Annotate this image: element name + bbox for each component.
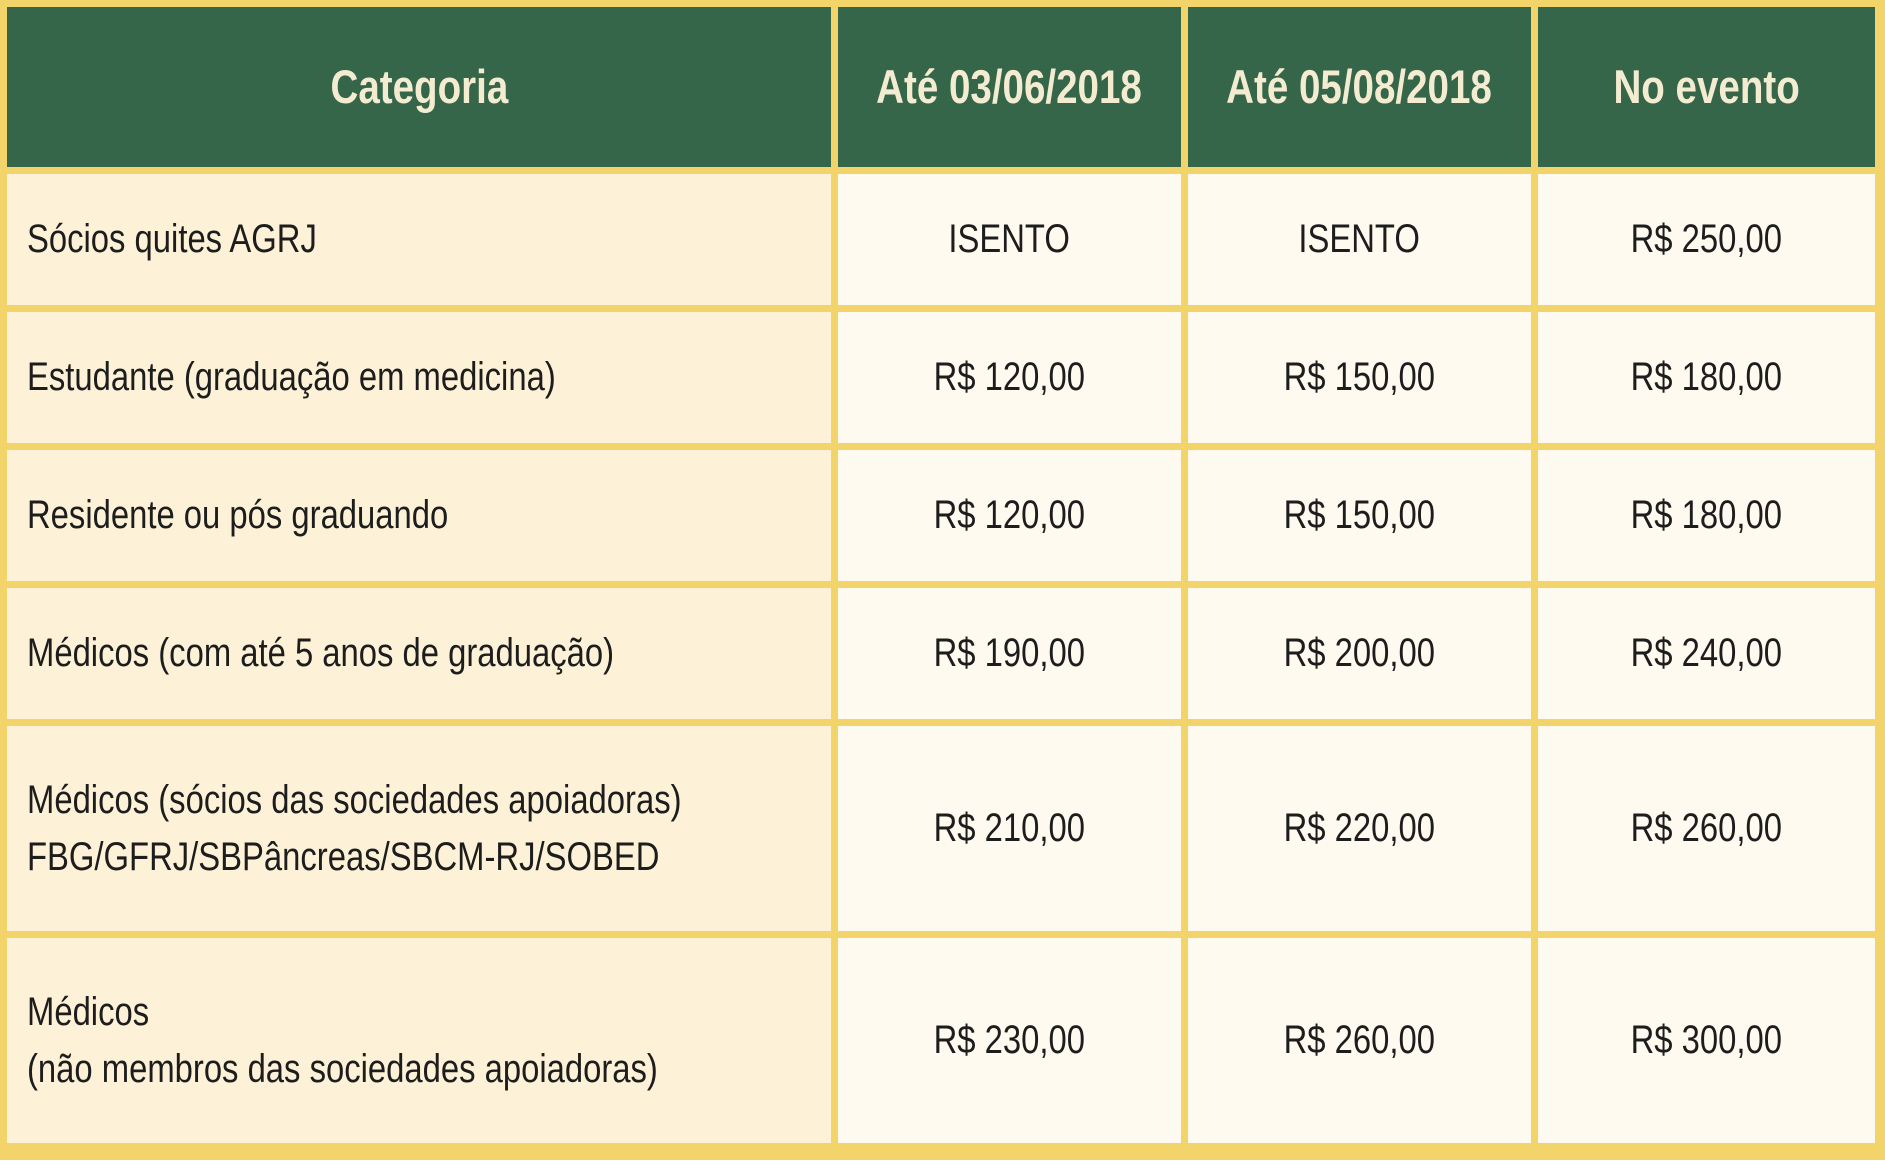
header-deadline-1: Até 03/06/2018 <box>838 7 1181 167</box>
row-2-category: Estudante (graduação em medicina) <box>7 312 831 443</box>
row-5-price-1: R$ 210,00 <box>838 726 1181 931</box>
row-5-price-2: R$ 220,00 <box>1188 726 1531 931</box>
row-6-price-2: R$ 260,00 <box>1188 938 1531 1143</box>
row-4-category: Médicos (com até 5 anos de graduação) <box>7 588 831 719</box>
row-2-price-3: R$ 180,00 <box>1538 312 1875 443</box>
header-deadline-2: Até 05/08/2018 <box>1188 7 1531 167</box>
row-4-price-3: R$ 240,00 <box>1538 588 1875 719</box>
row-4-price-2: R$ 200,00 <box>1188 588 1531 719</box>
header-on-site: No evento <box>1538 7 1875 167</box>
header-category: Categoria <box>7 7 831 167</box>
row-3-price-3: R$ 180,00 <box>1538 450 1875 581</box>
row-5-price-3: R$ 260,00 <box>1538 726 1875 931</box>
row-1-price-1: ISENTO <box>838 174 1181 305</box>
row-4-price-1: R$ 190,00 <box>838 588 1181 719</box>
row-3-category: Residente ou pós graduando <box>7 450 831 581</box>
row-6-category: Médicos (não membros das sociedades apoiadoras) <box>7 938 831 1143</box>
row-2-price-1: R$ 120,00 <box>838 312 1181 443</box>
row-2-price-2: R$ 150,00 <box>1188 312 1531 443</box>
row-6-price-3: R$ 300,00 <box>1538 938 1875 1143</box>
row-1-price-3: R$ 250,00 <box>1538 174 1875 305</box>
row-3-price-2: R$ 150,00 <box>1188 450 1531 581</box>
row-1-category: Sócios quites AGRJ <box>7 174 831 305</box>
row-6-price-1: R$ 230,00 <box>838 938 1181 1143</box>
row-3-price-1: R$ 120,00 <box>838 450 1181 581</box>
row-1-price-2: ISENTO <box>1188 174 1531 305</box>
row-5-category: Médicos (sócios das sociedades apoiadoras) FBG/GFRJ/SBPâncreas/SBCM-RJ/SOBED <box>7 726 831 931</box>
